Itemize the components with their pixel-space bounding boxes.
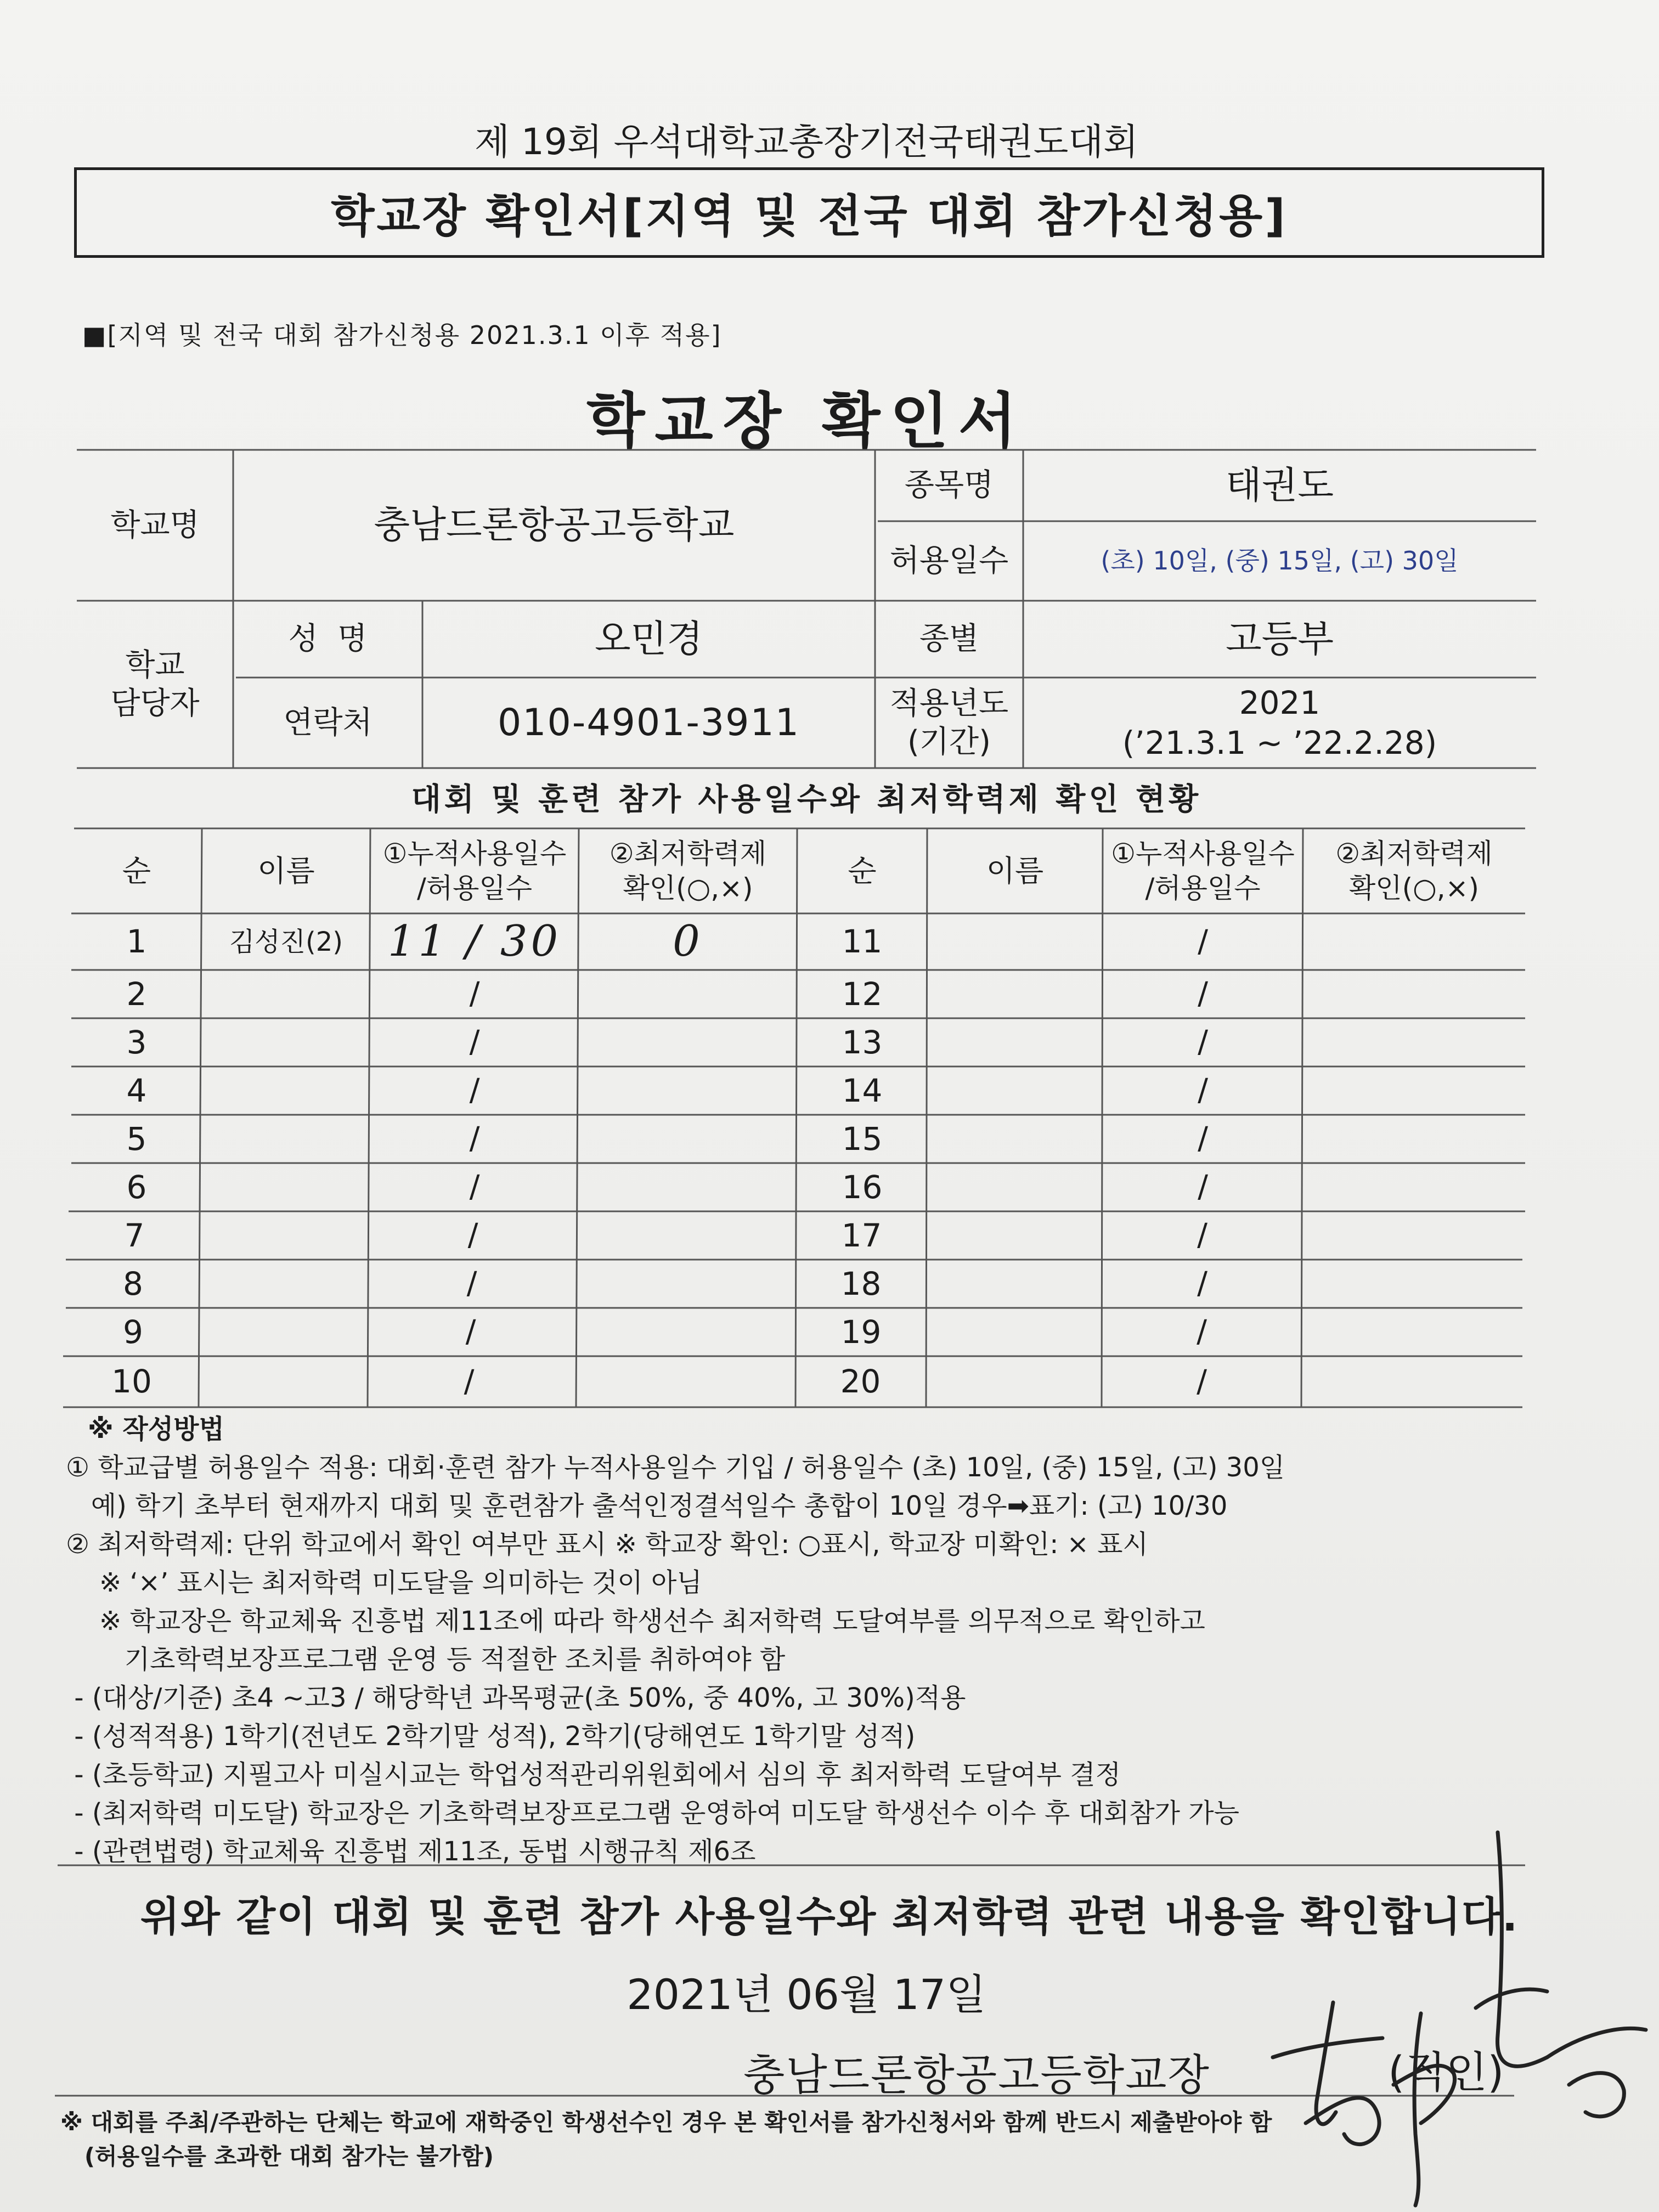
contact-value: 010-4901-3911 [498,701,800,744]
row-number: 6 [126,1168,147,1206]
category-label: 종별 [919,621,979,657]
used-days-slash: / [467,1217,478,1253]
instruction-line: ① 학교급별 허용일수 적용: 대회·훈련 참가 누적사용일수 기입 / 허용일수 (초) 10일, (중) 15일, (고) 30일 [66,1452,1285,1483]
form-title: 학교장 확인서[지역 및 전국 대회 참가신청용] [331,190,1288,242]
contact-label: 연락처 [283,704,373,741]
used-days-slash: / [1198,976,1208,1012]
used-days-slash: / [1197,1363,1207,1400]
manager-name-value: 오민경 [594,617,703,661]
row-number: 4 [126,1071,147,1109]
apply-year-label: 적용년도 (기간) [889,685,1009,760]
row-number: 17 [841,1216,882,1254]
instruction-line: ② 최저학력제: 단위 학교에서 확인 여부만 표시 ※ 학교장 확인: ○표시, 학교장 미확인: × 표시 [66,1529,1148,1560]
instruction-line: - (최저학력 미도달) 학교장은 기초학력보장프로그램 운영하여 미도달 학생선수 이수 후 대회참가 가능 [66,1798,1239,1829]
instruction-line: ※ 학교장은 학교체육 진흥법 제11조에 따라 학생선수 최저학력 도달여부를 의무적으로 확인하고 [66,1606,1205,1637]
main-title: 학교장 확인서 [586,386,1026,456]
school-name-label: 학교명 [110,507,200,543]
row-number: 7 [124,1216,145,1254]
instruction-line: - (관련법령) 학교체육 진흥법 제11조, 동법 시행규칙 제6조 [66,1836,756,1867]
used-days-slash: / [1197,1314,1207,1350]
row-number: 11 [842,923,883,961]
col-days-header: ①누적사용일수 /허용일수 [382,838,567,904]
row-number: 2 [126,975,147,1013]
used-days-slash: / [1198,923,1208,960]
row-number: 20 [840,1363,881,1401]
used-days-slash: / [469,976,480,1012]
used-days-slash: / [1198,1073,1208,1108]
row-number: 9 [123,1313,143,1351]
row-number: 18 [840,1265,882,1302]
allowed-days-value: (초) 10일, (중) 15일, (고) 30일 [1101,545,1459,575]
row-number: 14 [842,1071,883,1109]
instructions [66,1410,1547,1871]
used-days-slash: / [469,1121,480,1156]
footnote [60,2106,1596,2174]
row-number: 8 [123,1265,143,1302]
instruction-line: ※ ‘×’ 표시는 최저학력 미도달을 의미하는 것이 아님 [66,1567,702,1598]
col-no-header: 순 [122,853,151,888]
used-days-handwritten: 11 / 30 [387,916,562,966]
row-number: 13 [842,1023,883,1061]
col-check-header-right: ②최저학력제 확인(○,×) [1335,838,1493,904]
row-number: 10 [111,1363,152,1401]
manager-name-label: 성 명 [288,621,368,657]
used-days-slash: / [1197,1266,1207,1301]
footnote-line: ※ 대회를 주최/주관하는 단체는 학교에 재학중인 학생선수인 경우 본 확인서를 참가신청서와 함께 반드시 제출받아야 함 [60,2109,1272,2136]
confirmation-statement: 위와 같이 대회 및 훈련 참가 사용일수와 최저학력 관련 내용을 확인합니다. [140,1893,1519,1940]
category-value: 고등부 [1225,617,1334,661]
sport-value: 태권도 [1225,464,1334,507]
used-days-slash: / [1198,1169,1208,1205]
col-check-header: ②최저학력제 확인(○,×) [609,838,767,904]
instructions-heading: ※ 작성방법 [88,1414,224,1444]
instruction-line: 예) 학기 초부터 현재까지 대회 및 훈련참가 출석인정결석일수 총합이 10일 경우➡표기: (고) 10/30 [66,1491,1228,1521]
used-days-slash: / [469,1073,480,1108]
col-days-header-right: ①누적사용일수 /허용일수 [1111,838,1295,904]
apply-note: ■[지역 및 전국 대회 참가신청용 2021.3.1 이후 적용] [82,320,722,350]
instruction-line: 기초학력보장프로그램 운영 등 적절한 조치를 취하여야 함 [66,1644,786,1675]
used-days-slash: / [1198,1024,1208,1060]
sport-label: 종목명 [904,467,994,503]
used-days-slash: / [465,1314,476,1350]
school-name-value: 충남드론항공고등학교 [374,504,735,547]
official-seal-label: (직인) [1388,2048,1504,2097]
instruction-line: - (초등학교) 지필고사 미실시교는 학업성적관리위원회에서 심의 후 최저학력 도달여부 결정 [66,1759,1121,1790]
used-days-slash: / [464,1363,475,1400]
instruction-line: - (성적적용) 1학기(전년도 2학기말 성적), 2학기(당해연도 1학기말 성적) [66,1721,916,1752]
min-academic-check-handwritten: 0 [673,916,703,966]
used-days-slash: / [1197,1217,1207,1253]
row-number: 3 [126,1023,147,1061]
row-number: 1 [126,923,147,961]
status-table-title: 대회 및 훈련 참가 사용일수와 최저학력제 확인 현황 [411,781,1202,817]
used-days-slash: / [466,1266,477,1301]
row-number: 12 [842,975,883,1013]
col-no-header-right: 순 [848,853,877,888]
used-days-slash: / [469,1169,480,1205]
instruction-line: - (대상/기준) 초4 ~고3 / 해당학년 과목평균(초 50%, 중 40%, 고 30%)적용 [66,1683,966,1713]
apply-year-value: 2021 (’21.3.1 ~ ’22.2.28) [1122,684,1437,761]
school-manager-label: 학교 담당자 [110,647,200,721]
row-number: 15 [842,1120,883,1158]
row-number: 5 [126,1120,147,1158]
athlete-name: 김성진(2) [229,926,343,957]
footnote-line: (허용일수를 초과한 대회 참가는 불가함) [60,2143,494,2170]
row-number: 16 [842,1168,883,1206]
row-number: 19 [840,1313,882,1351]
used-days-slash: / [469,1024,480,1060]
col-name-header: 이름 [257,853,315,888]
allowed-days-label: 허용일수 [889,543,1009,579]
issue-date: 2021년 06월 17일 [627,1970,986,2019]
principal-name: 충남드론항공고등학교장 [743,2051,1210,2100]
col-name-header-right: 이름 [986,853,1044,888]
event-title: 제 19회 우석대학교총장기전국태권도대회 [475,121,1138,163]
used-days-slash: / [1198,1121,1208,1156]
